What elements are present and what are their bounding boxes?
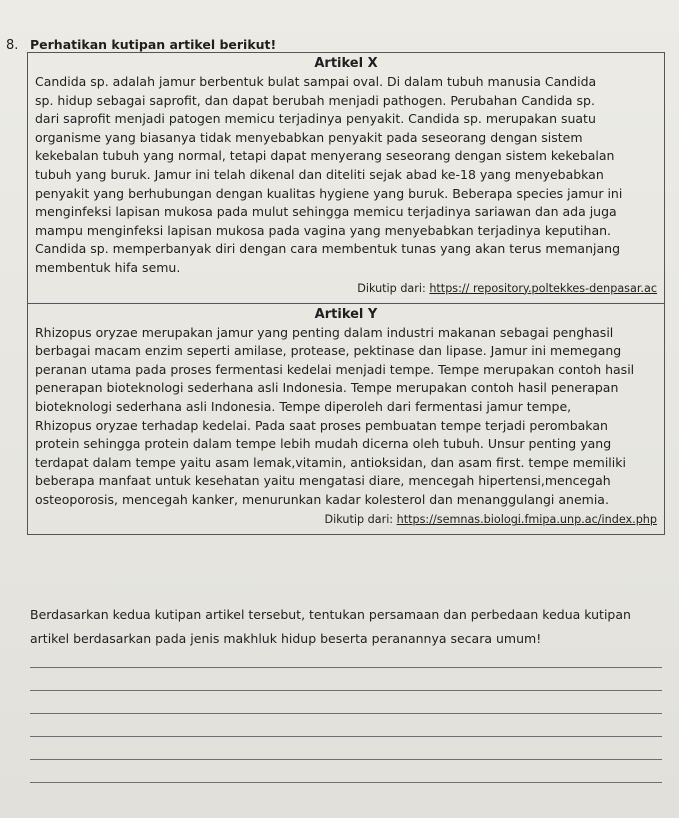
question-line: Berdasarkan kedua kutipan artikel tersebut, tentukan persamaan dan perbedaan kedua kutipan	[30, 607, 631, 622]
article-line: beberapa manfaat untuk kesehatan yaitu mengatasi diare, mencegah hipertensi,mencegah	[35, 473, 611, 489]
question-text	[30, 603, 663, 651]
article-line: Candida sp. adalah jamur berbentuk bulat sampai oval. Di dalam tubuh manusia Candida	[35, 74, 597, 89]
question-intro: Perhatikan kutipan artikel berikut!	[30, 37, 277, 52]
article-x-source	[35, 278, 657, 300]
article-line: mampu menginfeksi lapisan mukosa pada vagina yang menyebabkan terjadinya keputihan.	[35, 222, 612, 238]
article-line: Rhizopus oryzae merupakan jamur yang penting dalam industri makanan sebagai penghasil	[35, 324, 614, 340]
article-x-title: Artikel X	[314, 56, 378, 71]
answer-line[interactable]	[30, 759, 662, 760]
article-box	[27, 52, 665, 535]
source-label: Dikutip dari:	[357, 281, 426, 295]
article-x-body	[35, 73, 657, 278]
article-line: berbagai macam enzim seperti amilase, protease, pektinase dan lipase. Jamur ini memegang	[35, 343, 622, 359]
article-line: peranan utama pada proses fermentasi kedelai menjadi tempe. Tempe merupakan contoh hasil	[35, 361, 635, 377]
source-url[interactable]: https:// repository.poltekkes-denpasar.ac	[429, 281, 657, 295]
question-line: artikel berdasarkan pada jenis makhluk hidup beserta peranannya secara umum!	[30, 631, 542, 646]
answer-line[interactable]	[30, 736, 662, 737]
article-line: bioteknologi sederhana asli Indonesia. Tempe diperoleh dari fermentasi jamur tempe,	[35, 398, 572, 414]
article-line: penyakit yang berhubungan dengan kualitas hygiene yang buruk. Beberapa species jamur ini	[35, 185, 623, 201]
article-line: dari saprofit menjadi patogen memicu terjadinya penyakit. Candida sp. merupakan suatu	[35, 111, 596, 127]
question-number: 8.	[6, 38, 19, 53]
article-y-source	[35, 509, 657, 531]
article-line: organisme yang biasanya tidak menyebabkan penyakit pada seseorang dengan sistem	[35, 129, 583, 145]
answer-line[interactable]	[30, 667, 662, 668]
article-line: penerapan bioteknologi sederhana asli Indonesia. Tempe merupakan contoh hasil penerapan	[35, 380, 619, 396]
article-y-title: Artikel Y	[314, 306, 378, 322]
article-line: terdapat dalam tempe yaitu asam lemak,vitamin, antioksidan, dan asam first. tempe memiliki	[35, 454, 626, 470]
source-label: Dikutip dari:	[324, 513, 394, 527]
answer-line[interactable]	[30, 690, 662, 691]
article-line: menginfeksi lapisan mukosa pada mulut sehingga memicu terjadinya sariawan dan ada juga	[35, 204, 617, 220]
article-y	[28, 303, 664, 535]
article-line: Candida sp. memperbanyak diri dengan cara membentuk tunas yang akan terus memanjang	[35, 241, 621, 257]
article-line: tubuh yang buruk. Jamur ini telah dikenal dan diteliti sejak abad ke-18 yang menyebabkan	[35, 166, 604, 182]
answer-line[interactable]	[30, 782, 662, 783]
article-line: osteoporosis, mencegah kanker, menurunkan kadar kolesterol dan menanggulangi anemia.	[35, 491, 609, 507]
article-line: Rhizopus oryzae terhadap kedelai. Pada saat proses pembuatan tempe terjadi perombakan	[35, 417, 608, 433]
article-line: membentuk hifa semu.	[35, 259, 181, 275]
article-y-body	[35, 324, 657, 510]
article-x	[28, 53, 664, 303]
source-url[interactable]: https://semnas.biologi.fmipa.unp.ac/index.php	[396, 513, 657, 527]
article-line: kekebalan tubuh yang normal, tetapi dapat menyerang seseorang dengan sistem kekebalan	[35, 148, 615, 164]
article-line: protein sehingga protein dalam tempe lebih mudah dicerna oleh tubuh. Unsur penting yang	[35, 436, 612, 452]
article-line: sp. hidup sebagai saprofit, dan dapat berubah menjadi pathogen. Perubahan Candida sp.	[35, 92, 595, 108]
answer-line[interactable]	[30, 713, 662, 714]
